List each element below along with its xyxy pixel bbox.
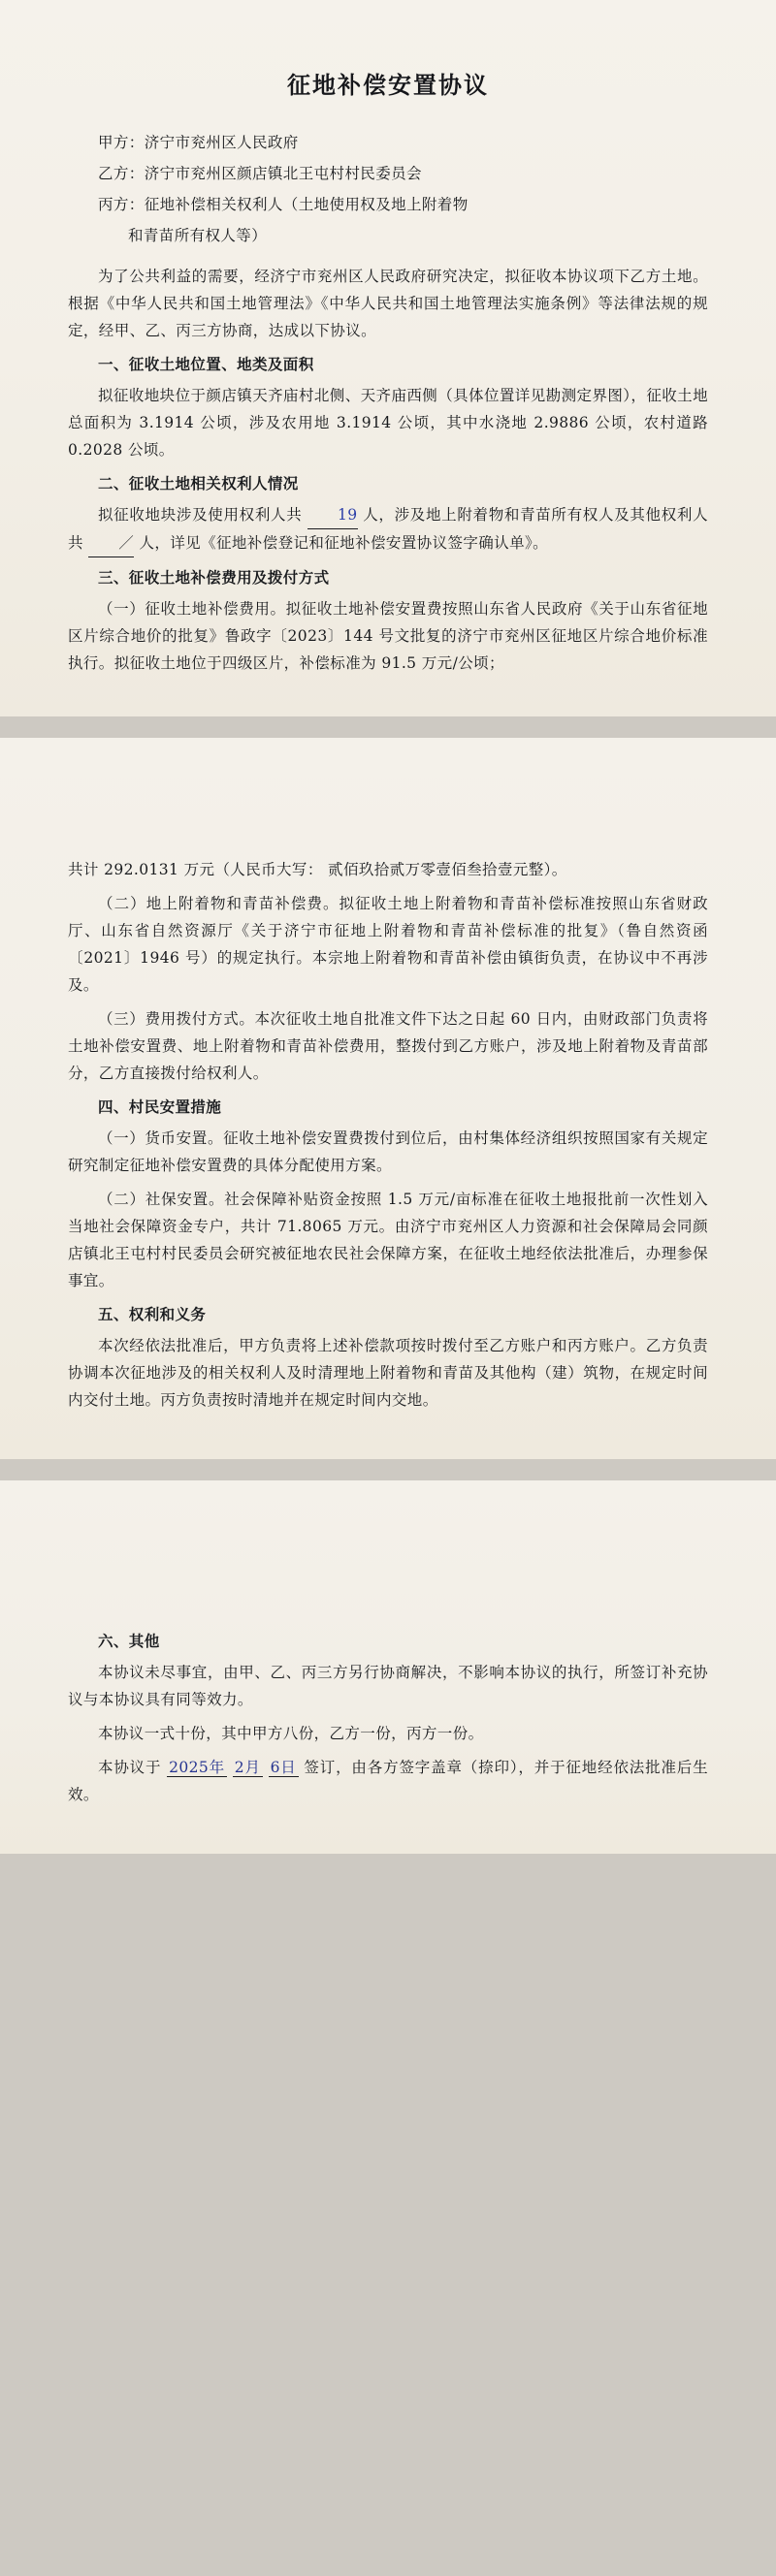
signing-year: 2025年 [169,1759,225,1776]
section-2-suffix: 人，详见《征地补偿登记和征地补偿安置协议签字确认单》。 [139,534,549,552]
sheet-3-top-margin [68,1529,708,1622]
section-2-mid: 人，涉及地上附着物和青苗所有权人及其他权利人共 [68,506,709,552]
section-5-heading: 五、权利和义务 [98,1305,207,1323]
scanned-sheet-2 [0,738,776,1459]
section-4-item-2: （二）社保安置。社会保障补贴资金按照 1.5 万元/亩标准在征收土地报批前一次性划入当地社会保障资金专户，共计 71.8065 万元。由济宁市兖州区人力资源和社会保障局会同颜店镇北王屯村村民委员会研究被征地农民社会保障方案，在征收土地经依法批准后，办理参保事宜。 [68,1191,708,1289]
party-bingfang-line2: 和青苗所有权人等） [128,227,268,244]
signing-prefix: 本协议于 [98,1759,162,1776]
section-5-body: 本次经依法批准后，甲方负责将上述补偿款项按时拨付至乙方账户和丙方账户。乙方负责协调本次征地涉及的相关权利人及时清理地上附着物和青苗及其他构（建）筑物，在规定时间内交付土地。丙方负责按时清地并在规定时间内交地。 [68,1337,708,1409]
signing-day: 6日 [270,1759,297,1776]
copies-line: 本协议一式十份，其中甲方八份，乙方一份，丙方一份。 [98,1725,484,1742]
page-title: 征地补偿安置协议 [287,71,489,99]
section-2-heading: 二、征收土地相关权利人情况 [98,474,299,493]
section-6-heading: 六、其他 [98,1632,160,1650]
section-1-body: 拟征收地块位于颜店镇天齐庙村北侧、天齐庙西侧（具体位置详见勘测定界图），征收土地总面积为 3.1914 公顷，涉及农用地 3.1914 公顷，其中水浇地 2.9886 公顷，农村道路 0.2028 公顷。 [68,387,708,459]
preamble-paragraph: 为了公共利益的需要，经济宁市兖州区人民政府研究决定，拟征收本协议项下乙方土地。根据《中华人民共和国土地管理法》《中华人民共和国土地管理法实施条例》等法律法规的规定，经甲、乙、丙三方协商，达成以下协议。 [68,268,708,339]
rights-holder-count-2: ／ [88,529,134,557]
sheet-divider-1 [0,716,776,738]
section-4-heading: 四、村民安置措施 [98,1097,222,1116]
party-bingfang-line1: 丙方：征地补偿相关权利人（土地使用权及地上附着物 [98,196,469,213]
section-1-heading: 一、征收土地位置、地类及面积 [98,355,314,373]
scanned-sheet-1 [0,0,776,716]
section-3-item-1: （一）征收土地补偿费用。拟征收土地补偿安置费按照山东省人民政府《关于山东省征地区片综合地价的批复》鲁政字〔2023〕144 号文批复的济宁市兖州区征地区片综合地价标准执行。拟征收土地位于四级区片，补偿标准为 91.5 万元/公顷； [68,600,708,672]
party-jiafang: 甲方：济宁市兖州区人民政府 [98,134,299,151]
section-4-item-1: （一）货币安置。征收土地补偿安置费拨付到位后，由村集体经济组织按照国家有关规定研究制定征地补偿安置费的具体分配使用方案。 [68,1129,708,1174]
total-amount-line: 共计 292.0131 万元（人民币大写： 贰佰玖拾贰万零壹佰叁拾壹元整）。 [68,861,567,878]
rights-holder-count-1: 19 [307,501,358,529]
signing-month: 2月 [234,1759,261,1776]
section-3-heading: 三、征收土地补偿费用及拨付方式 [98,568,330,587]
section-6-body: 本协议未尽事宜，由甲、乙、丙三方另行协商解决，不影响本协议的执行，所签订补充协议与本协议具有同等效力。 [68,1664,708,1708]
sheet-2-top-margin [68,782,708,856]
section-2-body [68,501,708,557]
scanned-sheet-3 [0,1480,776,1854]
sheet-divider-2 [0,1459,776,1480]
section-2-prefix: 拟征收地块涉及使用权利人共 [98,506,303,524]
signing-suffix: 签订，由各方签字盖章（捺印），并于征地经依法批准后生效。 [68,1759,709,1803]
signing-date-line [68,1754,708,1808]
section-3-item-2: （二）地上附着物和青苗补偿费。拟征收土地上附着物和青苗补偿标准按照山东省财政厅、山东省自然资源厅《关于济宁市征地上附着物和青苗补偿标准的批复》（鲁自然资函〔2021〕1946 号）的规定执行。本宗地上附着物和青苗补偿由镇街负责，在协议中不再涉及。 [68,895,708,994]
section-3-item-3: （三）费用拨付方式。本次征收土地自批准文件下达之日起 60 日内，由财政部门负责将土地补偿安置费、地上附着物和青苗补偿费用，整拨付到乙方账户，涉及地上附着物及青苗部分，乙方直接拨付给权利人。 [68,1010,708,1082]
party-yifang: 乙方：济宁市兖州区颜店镇北王屯村村民委员会 [98,165,422,182]
